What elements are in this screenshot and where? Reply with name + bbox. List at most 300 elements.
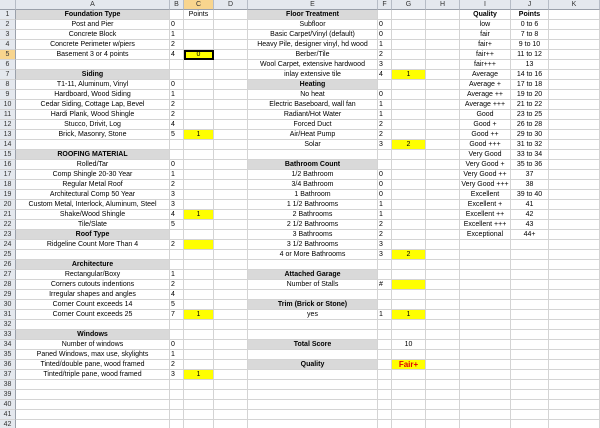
cell-f1[interactable] bbox=[378, 10, 392, 20]
cell-e22[interactable]: 2 1/2 Bathrooms bbox=[248, 220, 378, 230]
cell-f7[interactable]: 4 bbox=[378, 70, 392, 80]
cell-k40[interactable] bbox=[549, 400, 600, 410]
cell-f19[interactable]: 0 bbox=[378, 190, 392, 200]
cell-i13[interactable]: Good ++ bbox=[460, 130, 511, 140]
row-header[interactable]: 33 bbox=[0, 330, 16, 340]
cell-i42[interactable] bbox=[460, 420, 511, 428]
column-header-k[interactable]: K bbox=[549, 0, 600, 10]
cell-k6[interactable] bbox=[549, 60, 600, 70]
cell-d24[interactable] bbox=[214, 240, 248, 250]
cell-c16[interactable] bbox=[184, 160, 214, 170]
cell-i34[interactable] bbox=[460, 340, 511, 350]
cell-c27[interactable] bbox=[184, 270, 214, 280]
row-header[interactable]: 7 bbox=[0, 70, 16, 80]
cell-b15[interactable] bbox=[170, 150, 184, 160]
cell-b22[interactable]: 5 bbox=[170, 220, 184, 230]
cell-g36[interactable]: Fair+ bbox=[392, 360, 426, 370]
cell-h35[interactable] bbox=[426, 350, 460, 360]
cell-k42[interactable] bbox=[549, 420, 600, 428]
cell-f24[interactable]: 3 bbox=[378, 240, 392, 250]
cell-d16[interactable] bbox=[214, 160, 248, 170]
cell-f41[interactable] bbox=[378, 410, 392, 420]
cell-j25[interactable] bbox=[511, 250, 549, 260]
cell-a3[interactable]: Concrete Block bbox=[16, 30, 170, 40]
cell-f42[interactable] bbox=[378, 420, 392, 428]
cell-a36[interactable]: Tinted/double pane, wood framed bbox=[16, 360, 170, 370]
cell-j20[interactable]: 41 bbox=[511, 200, 549, 210]
cell-b23[interactable] bbox=[170, 230, 184, 240]
cell-h26[interactable] bbox=[426, 260, 460, 270]
cell-g22[interactable] bbox=[392, 220, 426, 230]
cell-b19[interactable]: 3 bbox=[170, 190, 184, 200]
cell-d28[interactable] bbox=[214, 280, 248, 290]
cell-k25[interactable] bbox=[549, 250, 600, 260]
cell-k19[interactable] bbox=[549, 190, 600, 200]
row-header[interactable]: 34 bbox=[0, 340, 16, 350]
cell-h23[interactable] bbox=[426, 230, 460, 240]
cell-i32[interactable] bbox=[460, 320, 511, 330]
cell-j7[interactable]: 14 to 16 bbox=[511, 70, 549, 80]
cell-e12[interactable]: Forced Duct bbox=[248, 120, 378, 130]
cell-h20[interactable] bbox=[426, 200, 460, 210]
cell-k14[interactable] bbox=[549, 140, 600, 150]
cell-j6[interactable]: 13 bbox=[511, 60, 549, 70]
cell-k26[interactable] bbox=[549, 260, 600, 270]
cell-d2[interactable] bbox=[214, 20, 248, 30]
cell-d21[interactable] bbox=[214, 210, 248, 220]
cell-k32[interactable] bbox=[549, 320, 600, 330]
cell-i10[interactable]: Average +++ bbox=[460, 100, 511, 110]
cell-b28[interactable]: 2 bbox=[170, 280, 184, 290]
row-header[interactable]: 40 bbox=[0, 400, 16, 410]
cell-h21[interactable] bbox=[426, 210, 460, 220]
cell-i41[interactable] bbox=[460, 410, 511, 420]
cell-g9[interactable] bbox=[392, 90, 426, 100]
cell-d22[interactable] bbox=[214, 220, 248, 230]
cell-d35[interactable] bbox=[214, 350, 248, 360]
cell-j8[interactable]: 17 to 18 bbox=[511, 80, 549, 90]
cell-j14[interactable]: 31 to 32 bbox=[511, 140, 549, 150]
cell-i25[interactable] bbox=[460, 250, 511, 260]
cell-g12[interactable] bbox=[392, 120, 426, 130]
cell-k22[interactable] bbox=[549, 220, 600, 230]
cell-j28[interactable] bbox=[511, 280, 549, 290]
cell-d26[interactable] bbox=[214, 260, 248, 270]
cell-e11[interactable]: Radiant/Hot Water bbox=[248, 110, 378, 120]
cell-b18[interactable]: 2 bbox=[170, 180, 184, 190]
column-header-j[interactable]: J bbox=[511, 0, 549, 10]
cell-f11[interactable]: 1 bbox=[378, 110, 392, 120]
section-title[interactable]: Attached Garage bbox=[248, 270, 378, 280]
cell-e3[interactable]: Basic Carpet/Vinyl (default) bbox=[248, 30, 378, 40]
cell-d13[interactable] bbox=[214, 130, 248, 140]
cell-b20[interactable]: 3 bbox=[170, 200, 184, 210]
cell-j38[interactable] bbox=[511, 380, 549, 390]
cell-i39[interactable] bbox=[460, 390, 511, 400]
cell-c21[interactable]: 1 bbox=[184, 210, 214, 220]
column-header-i[interactable]: I bbox=[460, 0, 511, 10]
cell-a25[interactable] bbox=[16, 250, 170, 260]
cell-g4[interactable] bbox=[392, 40, 426, 50]
cell-e26[interactable] bbox=[248, 260, 378, 270]
cell-d9[interactable] bbox=[214, 90, 248, 100]
cell-i7[interactable]: Average bbox=[460, 70, 511, 80]
cell-j21[interactable]: 42 bbox=[511, 210, 549, 220]
cell-b5[interactable]: 4 bbox=[170, 50, 184, 60]
cell-e18[interactable]: 3/4 Bathroom bbox=[248, 180, 378, 190]
cell-i9[interactable]: Average ++ bbox=[460, 90, 511, 100]
cell-j22[interactable]: 43 bbox=[511, 220, 549, 230]
cell-d10[interactable] bbox=[214, 100, 248, 110]
cell-b37[interactable]: 3 bbox=[170, 370, 184, 380]
cell-h18[interactable] bbox=[426, 180, 460, 190]
cell-c7[interactable] bbox=[184, 70, 214, 80]
cell-h40[interactable] bbox=[426, 400, 460, 410]
cell-h13[interactable] bbox=[426, 130, 460, 140]
cell-a39[interactable] bbox=[16, 390, 170, 400]
cell-e14[interactable]: Solar bbox=[248, 140, 378, 150]
cell-k16[interactable] bbox=[549, 160, 600, 170]
cell-g42[interactable] bbox=[392, 420, 426, 428]
cell-d25[interactable] bbox=[214, 250, 248, 260]
cell-f39[interactable] bbox=[378, 390, 392, 400]
row-header[interactable]: 17 bbox=[0, 170, 16, 180]
cell-g29[interactable] bbox=[392, 290, 426, 300]
cell-h36[interactable] bbox=[426, 360, 460, 370]
cell-g27[interactable] bbox=[392, 270, 426, 280]
cell-h1[interactable] bbox=[426, 10, 460, 20]
cell-k17[interactable] bbox=[549, 170, 600, 180]
cell-k21[interactable] bbox=[549, 210, 600, 220]
cell-b1[interactable] bbox=[170, 10, 184, 20]
cell-a4[interactable]: Concrete Perimeter w/piers bbox=[16, 40, 170, 50]
cell-h7[interactable] bbox=[426, 70, 460, 80]
row-header[interactable]: 39 bbox=[0, 390, 16, 400]
row-header[interactable]: 8 bbox=[0, 80, 16, 90]
cell-e32[interactable] bbox=[248, 320, 378, 330]
cell-c11[interactable] bbox=[184, 110, 214, 120]
cell-a19[interactable]: Architectural Comp 50 Year bbox=[16, 190, 170, 200]
cell-e20[interactable]: 1 1/2 Bathrooms bbox=[248, 200, 378, 210]
cell-f2[interactable]: 0 bbox=[378, 20, 392, 30]
cell-b30[interactable]: 5 bbox=[170, 300, 184, 310]
cell-d7[interactable] bbox=[214, 70, 248, 80]
cell-i4[interactable]: fair+ bbox=[460, 40, 511, 50]
cell-a34[interactable]: Number of windows bbox=[16, 340, 170, 350]
cell-g28[interactable] bbox=[392, 280, 426, 290]
cell-e33[interactable] bbox=[248, 330, 378, 340]
cell-e2[interactable]: Subfloor bbox=[248, 20, 378, 30]
cell-c6[interactable] bbox=[184, 60, 214, 70]
cell-f36[interactable] bbox=[378, 360, 392, 370]
cell-k12[interactable] bbox=[549, 120, 600, 130]
cell-b3[interactable]: 1 bbox=[170, 30, 184, 40]
cell-c40[interactable] bbox=[184, 400, 214, 410]
cell-d20[interactable] bbox=[214, 200, 248, 210]
cell-k3[interactable] bbox=[549, 30, 600, 40]
cell-h9[interactable] bbox=[426, 90, 460, 100]
column-header-a[interactable]: A bbox=[16, 0, 170, 10]
cell-h15[interactable] bbox=[426, 150, 460, 160]
cell-e7[interactable]: inlay extensive tile bbox=[248, 70, 378, 80]
cell-i15[interactable]: Very Good bbox=[460, 150, 511, 160]
cell-a29[interactable]: Irregular shapes and angles bbox=[16, 290, 170, 300]
row-header[interactable]: 41 bbox=[0, 410, 16, 420]
cell-k33[interactable] bbox=[549, 330, 600, 340]
cell-h34[interactable] bbox=[426, 340, 460, 350]
cell-k31[interactable] bbox=[549, 310, 600, 320]
cell-a13[interactable]: Brick, Masonry, Stone bbox=[16, 130, 170, 140]
cell-a11[interactable]: Hardi Plank, Wood Shingle bbox=[16, 110, 170, 120]
cell-g20[interactable] bbox=[392, 200, 426, 210]
cell-i21[interactable]: Excellent ++ bbox=[460, 210, 511, 220]
column-header-b[interactable]: B bbox=[170, 0, 184, 10]
cell-i8[interactable]: Average + bbox=[460, 80, 511, 90]
cell-k15[interactable] bbox=[549, 150, 600, 160]
cell-h29[interactable] bbox=[426, 290, 460, 300]
cell-k5[interactable] bbox=[549, 50, 600, 60]
row-header[interactable]: 42 bbox=[0, 420, 16, 428]
cell-a6[interactable] bbox=[16, 60, 170, 70]
select-all-corner[interactable] bbox=[0, 0, 16, 10]
cell-a18[interactable]: Regular Metal Roof bbox=[16, 180, 170, 190]
cell-d12[interactable] bbox=[214, 120, 248, 130]
cell-d19[interactable] bbox=[214, 190, 248, 200]
cell-a12[interactable]: Stucco, Drivit, Log bbox=[16, 120, 170, 130]
cell-c20[interactable] bbox=[184, 200, 214, 210]
cell-e37[interactable] bbox=[248, 370, 378, 380]
cell-c35[interactable] bbox=[184, 350, 214, 360]
cell-c9[interactable] bbox=[184, 90, 214, 100]
cell-f35[interactable] bbox=[378, 350, 392, 360]
cell-d1[interactable] bbox=[214, 10, 248, 20]
row-header[interactable]: 2 bbox=[0, 20, 16, 30]
cell-f10[interactable]: 1 bbox=[378, 100, 392, 110]
cell-c32[interactable] bbox=[184, 320, 214, 330]
cell-c29[interactable] bbox=[184, 290, 214, 300]
cell-b13[interactable]: 5 bbox=[170, 130, 184, 140]
cell-e28[interactable]: Number of Stalls bbox=[248, 280, 378, 290]
cell-c31[interactable]: 1 bbox=[184, 310, 214, 320]
cell-c3[interactable] bbox=[184, 30, 214, 40]
cell-f16[interactable] bbox=[378, 160, 392, 170]
cell-b16[interactable]: 0 bbox=[170, 160, 184, 170]
cell-g2[interactable] bbox=[392, 20, 426, 30]
cell-i23[interactable]: Exceptional bbox=[460, 230, 511, 240]
cell-c14[interactable] bbox=[184, 140, 214, 150]
row-header[interactable]: 25 bbox=[0, 250, 16, 260]
cell-j9[interactable]: 19 to 20 bbox=[511, 90, 549, 100]
cell-a5[interactable]: Basement 3 or 4 points bbox=[16, 50, 170, 60]
cell-j24[interactable] bbox=[511, 240, 549, 250]
cell-d4[interactable] bbox=[214, 40, 248, 50]
row-header[interactable]: 20 bbox=[0, 200, 16, 210]
cell-h11[interactable] bbox=[426, 110, 460, 120]
cell-i12[interactable]: Good + bbox=[460, 120, 511, 130]
cell-e39[interactable] bbox=[248, 390, 378, 400]
cell-h32[interactable] bbox=[426, 320, 460, 330]
column-header-g[interactable]: G bbox=[392, 0, 426, 10]
cell-d17[interactable] bbox=[214, 170, 248, 180]
cell-f9[interactable]: 0 bbox=[378, 90, 392, 100]
cell-h19[interactable] bbox=[426, 190, 460, 200]
cell-i31[interactable] bbox=[460, 310, 511, 320]
cell-j5[interactable]: 11 to 12 bbox=[511, 50, 549, 60]
cell-c30[interactable] bbox=[184, 300, 214, 310]
row-header[interactable]: 9 bbox=[0, 90, 16, 100]
cell-d32[interactable] bbox=[214, 320, 248, 330]
cell-g6[interactable] bbox=[392, 60, 426, 70]
row-header[interactable]: 6 bbox=[0, 60, 16, 70]
cell-c17[interactable] bbox=[184, 170, 214, 180]
cell-a10[interactable]: Cedar Siding, Cottage Lap, Bevel bbox=[16, 100, 170, 110]
section-title[interactable]: ROOFING MATERIAL bbox=[16, 150, 170, 160]
cell-d39[interactable] bbox=[214, 390, 248, 400]
column-header-e[interactable]: E bbox=[248, 0, 378, 10]
cell-a37[interactable]: Tinted/triple pane, wood framed bbox=[16, 370, 170, 380]
cell-k13[interactable] bbox=[549, 130, 600, 140]
cell-b33[interactable] bbox=[170, 330, 184, 340]
cell-f37[interactable] bbox=[378, 370, 392, 380]
cell-a21[interactable]: Shake/Wood Shingle bbox=[16, 210, 170, 220]
cell-i2[interactable]: low bbox=[460, 20, 511, 30]
cell-i24[interactable] bbox=[460, 240, 511, 250]
cell-j12[interactable]: 26 to 28 bbox=[511, 120, 549, 130]
cell-b21[interactable]: 4 bbox=[170, 210, 184, 220]
row-header[interactable]: 29 bbox=[0, 290, 16, 300]
cell-d23[interactable] bbox=[214, 230, 248, 240]
cell-i35[interactable] bbox=[460, 350, 511, 360]
cell-a42[interactable] bbox=[16, 420, 170, 428]
cell-i17[interactable]: Very Good ++ bbox=[460, 170, 511, 180]
cell-c1[interactable]: Points bbox=[184, 10, 214, 20]
cell-a41[interactable] bbox=[16, 410, 170, 420]
cell-c10[interactable] bbox=[184, 100, 214, 110]
cell-i14[interactable]: Good +++ bbox=[460, 140, 511, 150]
section-title[interactable]: Trim (Brick or Stone) bbox=[248, 300, 378, 310]
cell-a38[interactable] bbox=[16, 380, 170, 390]
cell-i11[interactable]: Good bbox=[460, 110, 511, 120]
cell-b4[interactable]: 2 bbox=[170, 40, 184, 50]
cell-g33[interactable] bbox=[392, 330, 426, 340]
cell-e29[interactable] bbox=[248, 290, 378, 300]
cell-j1[interactable]: Points bbox=[511, 10, 549, 20]
cell-g37[interactable] bbox=[392, 370, 426, 380]
cell-j15[interactable]: 33 to 34 bbox=[511, 150, 549, 160]
cell-b7[interactable] bbox=[170, 70, 184, 80]
cell-f27[interactable] bbox=[378, 270, 392, 280]
cell-h4[interactable] bbox=[426, 40, 460, 50]
cell-a27[interactable]: Rectangular/Boxy bbox=[16, 270, 170, 280]
cell-f20[interactable]: 1 bbox=[378, 200, 392, 210]
column-header-f[interactable]: F bbox=[378, 0, 392, 10]
cell-f17[interactable]: 0 bbox=[378, 170, 392, 180]
cell-b39[interactable] bbox=[170, 390, 184, 400]
cell-d40[interactable] bbox=[214, 400, 248, 410]
cell-d27[interactable] bbox=[214, 270, 248, 280]
cell-k34[interactable] bbox=[549, 340, 600, 350]
cell-j40[interactable] bbox=[511, 400, 549, 410]
cell-j23[interactable]: 44+ bbox=[511, 230, 549, 240]
cell-e17[interactable]: 1/2 Bathroom bbox=[248, 170, 378, 180]
cell-g30[interactable] bbox=[392, 300, 426, 310]
row-header[interactable]: 18 bbox=[0, 180, 16, 190]
cell-g15[interactable] bbox=[392, 150, 426, 160]
cell-h2[interactable] bbox=[426, 20, 460, 30]
cell-g17[interactable] bbox=[392, 170, 426, 180]
cell-k29[interactable] bbox=[549, 290, 600, 300]
section-title[interactable]: Roof Type bbox=[16, 230, 170, 240]
cell-c8[interactable] bbox=[184, 80, 214, 90]
cell-j18[interactable]: 38 bbox=[511, 180, 549, 190]
cell-b9[interactable]: 1 bbox=[170, 90, 184, 100]
cell-f29[interactable] bbox=[378, 290, 392, 300]
row-header[interactable]: 4 bbox=[0, 40, 16, 50]
cell-d11[interactable] bbox=[214, 110, 248, 120]
cell-b31[interactable]: 7 bbox=[170, 310, 184, 320]
cell-c4[interactable] bbox=[184, 40, 214, 50]
cell-h39[interactable] bbox=[426, 390, 460, 400]
cell-g19[interactable] bbox=[392, 190, 426, 200]
section-title[interactable]: Bathroom Count bbox=[248, 160, 378, 170]
cell-g40[interactable] bbox=[392, 400, 426, 410]
cell-a28[interactable]: Corners cutouts indentions bbox=[16, 280, 170, 290]
cell-g3[interactable] bbox=[392, 30, 426, 40]
row-header[interactable]: 31 bbox=[0, 310, 16, 320]
cell-f14[interactable]: 3 bbox=[378, 140, 392, 150]
cell-j10[interactable]: 21 to 22 bbox=[511, 100, 549, 110]
cell-b8[interactable]: 0 bbox=[170, 80, 184, 90]
cell-f31[interactable]: 1 bbox=[378, 310, 392, 320]
cell-h28[interactable] bbox=[426, 280, 460, 290]
cell-g14[interactable]: 2 bbox=[392, 140, 426, 150]
cell-k4[interactable] bbox=[549, 40, 600, 50]
cell-i20[interactable]: Excellent + bbox=[460, 200, 511, 210]
cell-i6[interactable]: fair+++ bbox=[460, 60, 511, 70]
cell-f13[interactable]: 2 bbox=[378, 130, 392, 140]
cell-g13[interactable] bbox=[392, 130, 426, 140]
cell-j17[interactable]: 37 bbox=[511, 170, 549, 180]
cell-k35[interactable] bbox=[549, 350, 600, 360]
cell-c12[interactable] bbox=[184, 120, 214, 130]
cell-e38[interactable] bbox=[248, 380, 378, 390]
cell-k36[interactable] bbox=[549, 360, 600, 370]
cell-j31[interactable] bbox=[511, 310, 549, 320]
cell-j13[interactable]: 29 to 30 bbox=[511, 130, 549, 140]
row-header[interactable]: 23 bbox=[0, 230, 16, 240]
cell-i19[interactable]: Excellent bbox=[460, 190, 511, 200]
cell-b14[interactable] bbox=[170, 140, 184, 150]
cell-e25[interactable]: 4 or More Bathrooms bbox=[248, 250, 378, 260]
cell-c39[interactable] bbox=[184, 390, 214, 400]
cell-f34[interactable] bbox=[378, 340, 392, 350]
cell-g39[interactable] bbox=[392, 390, 426, 400]
row-header[interactable]: 14 bbox=[0, 140, 16, 150]
cell-d36[interactable] bbox=[214, 360, 248, 370]
cell-e41[interactable] bbox=[248, 410, 378, 420]
cell-d38[interactable] bbox=[214, 380, 248, 390]
cell-f32[interactable] bbox=[378, 320, 392, 330]
cell-j32[interactable] bbox=[511, 320, 549, 330]
row-header[interactable]: 30 bbox=[0, 300, 16, 310]
section-title[interactable]: Heating bbox=[248, 80, 378, 90]
row-header[interactable]: 16 bbox=[0, 160, 16, 170]
cell-k7[interactable] bbox=[549, 70, 600, 80]
cell-b12[interactable]: 4 bbox=[170, 120, 184, 130]
cell-a35[interactable]: Paned Windows, max use, skylights bbox=[16, 350, 170, 360]
cell-d14[interactable] bbox=[214, 140, 248, 150]
cell-h25[interactable] bbox=[426, 250, 460, 260]
